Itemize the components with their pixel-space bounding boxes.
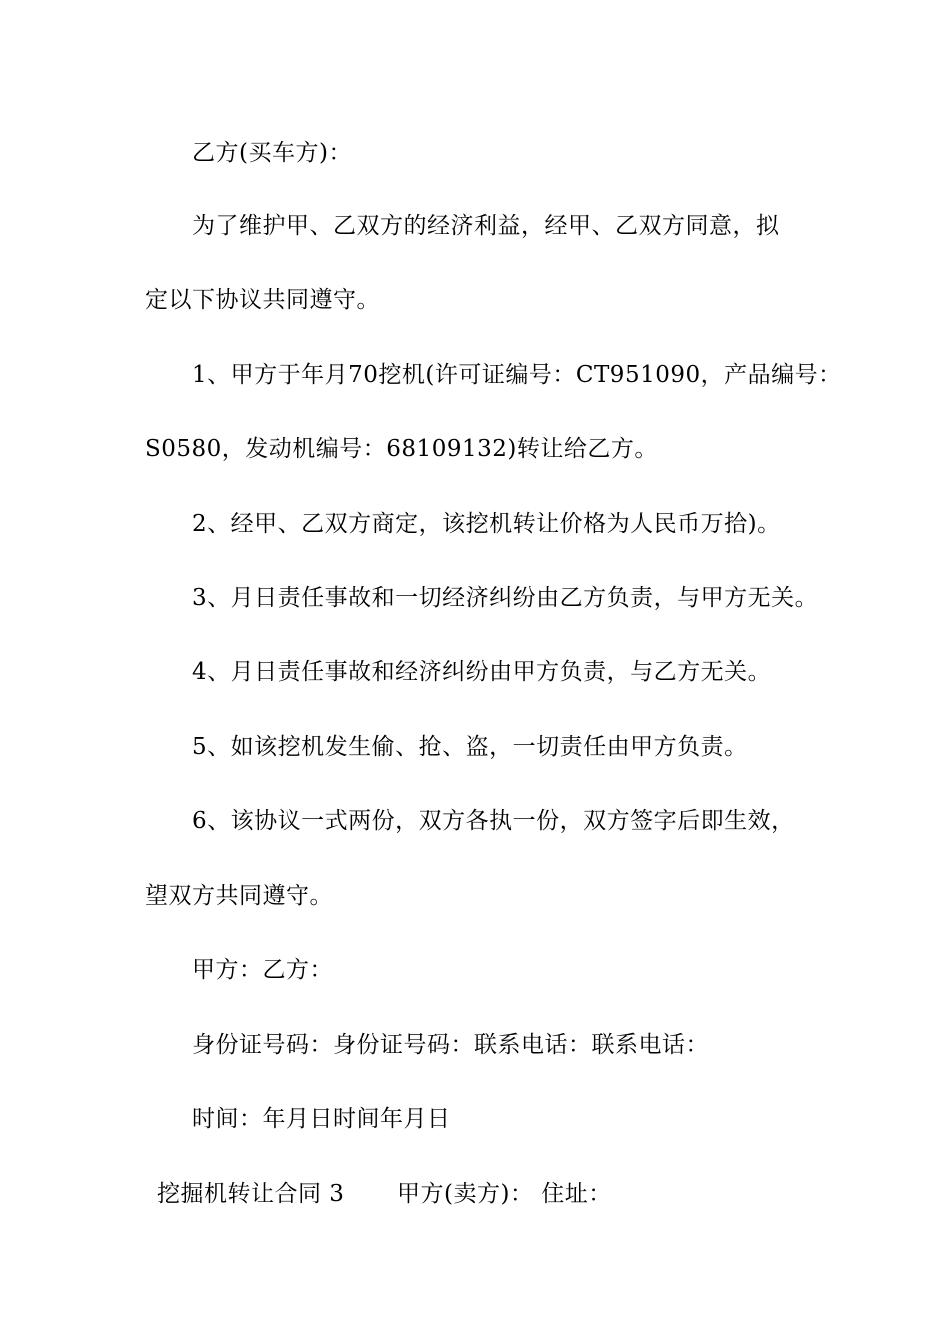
- date-fields: 时间：年月日时间年月日: [192, 1106, 451, 1132]
- clause-4: 4、月日责任事故和经济纠纷由甲方负责，与乙方无关。: [192, 659, 772, 685]
- clause-3: 3、月日责任事故和一切经济纠纷由乙方负责，与甲方无关。: [192, 585, 819, 611]
- party-b-label: 乙方(买车方)：: [192, 140, 352, 166]
- clause-1-line-2: S0580，发动机编号：68109132)转让给乙方。: [145, 436, 658, 462]
- clause-6-line-2: 望双方共同遵守。: [145, 883, 333, 909]
- paragraph-intro-line-1: 为了维护甲、乙双方的经济利益，经甲、乙双方同意，拟: [192, 213, 780, 239]
- clause-2: 2、经甲、乙双方商定，该挖机转让价格为人民币万拾)。: [192, 511, 781, 537]
- paragraph-intro-line-2: 定以下协议共同遵守。: [145, 287, 380, 313]
- id-and-phone-fields: 身份证号码：身份证号码：联系电话：联系电话：: [192, 1032, 709, 1058]
- clause-5: 5、如该挖机发生偷、抢、盗，一切责任由甲方负责。: [192, 734, 748, 760]
- next-contract-party-a: 甲方(卖方)： 住址：: [397, 1181, 612, 1207]
- next-contract-title: 挖掘机转让合同 3: [157, 1181, 345, 1207]
- signature-parties: 甲方：乙方：: [192, 957, 333, 983]
- clause-6-line-1: 6、该协议一式两份，双方各执一份，双方签字后即生效，: [192, 808, 795, 834]
- clause-1-line-1: 1、甲方于年月70挖机(许可证编号：CT951090，产品编号：: [192, 362, 842, 388]
